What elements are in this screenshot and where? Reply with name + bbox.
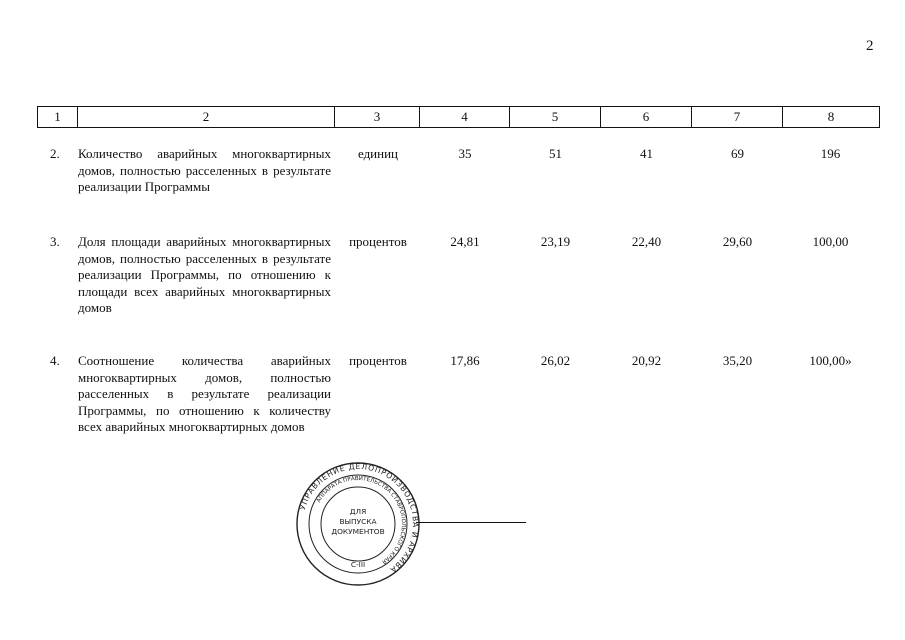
value-col-6: 22,40 [631,234,662,249]
value-col-8: 100,00 [812,234,849,249]
unit-of-measure: единиц [357,146,399,161]
value-col-6: 20,92 [631,353,662,368]
stamp-code: С-III [350,560,366,569]
column-header-4: 4 [420,107,510,128]
value-col-7: 69 [731,146,744,161]
value-col-5: 51 [549,146,562,161]
value-col-5: 26,02 [540,353,571,368]
value-col-5: 23,19 [540,234,571,249]
column-header-table [37,106,880,128]
unit-of-measure: процентов [349,353,407,368]
indicator-name: Количество аварийных многоквартирных домов, полностью расселенных в результате реализации Программы [78,146,331,194]
value-col-8: 100,00» [809,353,852,368]
row-number: 4. [50,353,60,368]
column-header-6: 6 [601,107,692,128]
office-stamp [296,462,420,586]
row-number: 3. [50,234,60,249]
value-col-4: 35 [458,146,472,161]
column-header-8: 8 [783,107,880,128]
stamp-signature-line [416,522,526,523]
row-number: 2. [50,146,60,161]
stamp-outer-text: УПРАВЛЕНИЕ ДЕЛОПРОИЗВОДСТВА И АРХИВА [297,462,420,575]
stamp-center-line-1: ДЛЯ [349,507,367,516]
stamp-center-line-3: ДОКУМЕНТОВ [331,527,385,536]
value-col-4: 24,81 [450,234,480,249]
value-col-7: 35,20 [722,353,753,368]
column-header-7: 7 [692,107,783,128]
value-col-8: 196 [820,146,841,161]
value-col-7: 29,60 [722,234,753,249]
indicator-name: Доля площади аварийных многоквартирных домов, полностью расселенных в результате реализации Программы, по отношению к площади всех аварийных многоквартирных домов [78,234,331,315]
column-header-row [38,107,880,128]
stamp-center-line-2: ВЫПУСКА [339,517,377,526]
indicator-name: Соотношение количества аварийных многоквартирных домов, полностью расселенных в результате реализации Программы, по отношению к количеству всех аварийных многоквартирных домов [78,353,331,434]
column-header-5: 5 [510,107,601,128]
value-col-4: 17,86 [450,353,480,368]
page-number: 2 [866,38,874,54]
stamp-inner-text: АППАРАТА ПРАВИТЕЛЬСТВА СТАВРОПОЛЬСКОГО КРАЯ [315,475,407,565]
column-header-2: 2 [78,107,335,128]
value-col-6: 41 [640,146,653,161]
column-header-1: 1 [38,107,78,128]
unit-of-measure: процентов [349,234,407,249]
column-header-3: 3 [335,107,420,128]
